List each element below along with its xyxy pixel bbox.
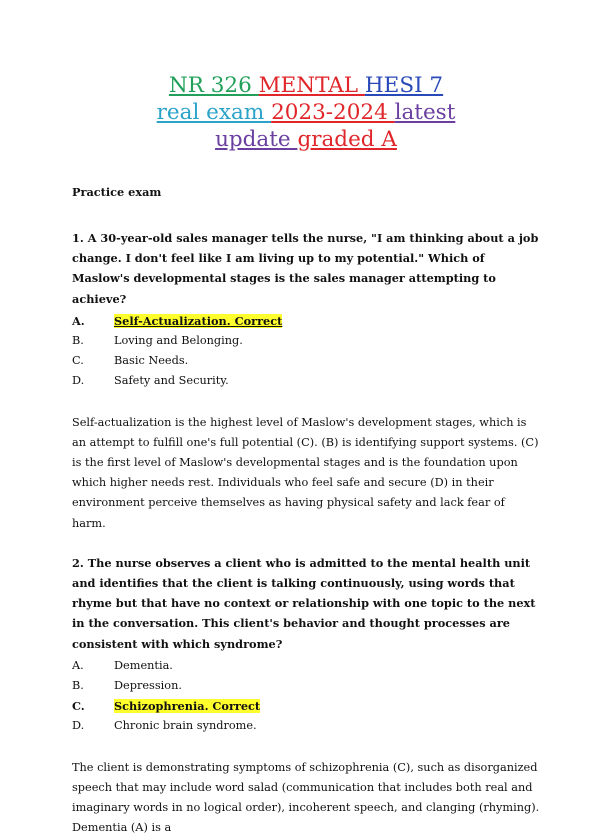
document-title (0, 72, 612, 153)
question-1-explanation: Self-actualization is the highest level of Maslow's development stages, which is an attempt to fulfill one's full potential (C). (B) is identifying support systems. (C) is the first level of Maslow's developmental stages and is the foundation upon which higher needs rest. Individuals who feel safe and secure (D) in their environment perceive themselves as having physical safety and lack fear of harm. (72, 415, 539, 530)
question-1-option-b (72, 331, 542, 351)
question-2-explanation: The client is demonstrating symptoms of schizophrenia (C), such as disorganized speech that may include word salad (communication that includes both real and imaginary words in no logical order), incoherent speech, and clanging (rhyming). Dementia (A) is a (72, 760, 540, 835)
question-1-option-d (72, 371, 542, 391)
option-letter: D. (72, 719, 85, 733)
question-2-option-d (72, 716, 542, 736)
title-segment: HESI 7 (364, 73, 444, 98)
title-line-3 (0, 126, 612, 153)
title-line-1 (0, 72, 612, 99)
question-2-option-b (72, 676, 542, 696)
option-letter: A. (72, 313, 85, 328)
question-1-option-a (72, 311, 542, 331)
question-1-option-c (72, 351, 542, 371)
title-segment: graded A (297, 127, 397, 152)
section-label: Practice exam (72, 185, 162, 199)
option-text: Loving and Belonging. (114, 334, 243, 348)
option-letter: B. (72, 679, 84, 693)
title-segment: NR 326 (168, 73, 259, 98)
title-line-2 (0, 99, 612, 126)
title-segment: latest (394, 100, 456, 125)
option-text: Depression. (114, 679, 182, 693)
title-segment: update (215, 127, 298, 152)
option-text: Chronic brain syndrome. (114, 719, 257, 733)
question-1-options (72, 311, 542, 392)
option-letter: C. (72, 699, 85, 714)
option-text: Basic Needs. (114, 354, 189, 368)
question-2-options (72, 656, 542, 737)
option-text: Safety and Security. (114, 374, 229, 388)
option-letter: D. (72, 374, 85, 388)
option-text: Dementia. (114, 658, 173, 672)
option-letter: A. (72, 658, 84, 672)
title-segment: MENTAL (258, 73, 365, 98)
question-2-option-a (72, 656, 542, 676)
question-2: 2. The nurse observes a client who is admitted to the mental health unit and identifies that the client is talking continuously, using words that rhyme but that have no context or relationship with one topic to the next in the conversation. This client's behavior and thought processes are consistent with which syndrome? (72, 555, 536, 651)
option-letter: B. (72, 334, 84, 348)
question-2-option-c (72, 696, 542, 716)
option-text: Self-Actualization. Correct (114, 313, 283, 328)
document-body (72, 184, 542, 838)
question-1: 1. A 30-year-old sales manager tells the nurse, "I am thinking about a job change. I don't feel like I am living up to my potential." Which of Maslow's developmental stages is the sales manager attempting to achieve? (72, 231, 539, 306)
option-letter: C. (72, 354, 84, 368)
option-text: Schizophrenia. Correct (114, 699, 261, 714)
title-segment: 2023-2024 (271, 100, 395, 125)
title-segment: real exam (156, 100, 272, 125)
